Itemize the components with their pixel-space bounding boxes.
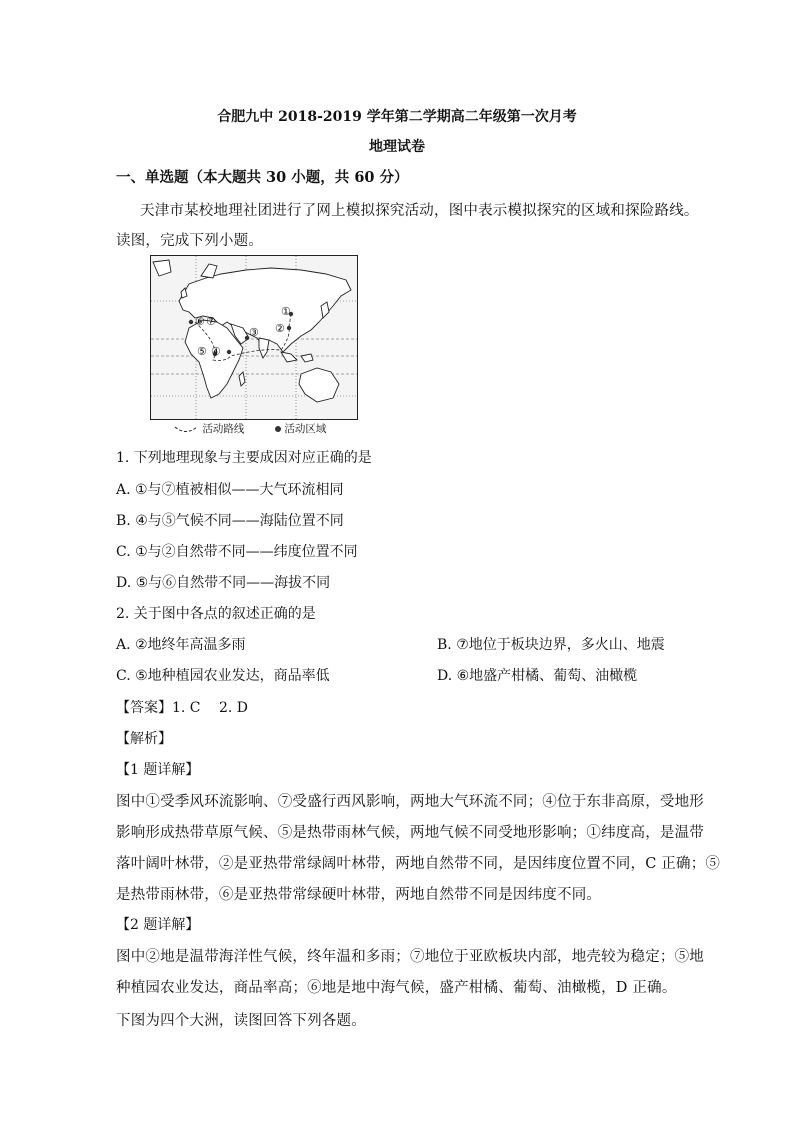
detail1-line-2: 影响形成热带草原气候、⑤是热带雨林气候，两地气候不同受地形影响；①纬度高，是温带 [116, 825, 704, 841]
q2-option-d: D. ⑥地盛产柑橘、葡萄、油橄榄 [437, 668, 638, 684]
q1-option-b: B. ④与⑤气候不同——海陆位置不同 [116, 513, 344, 529]
q2-option-b: B. ⑦地位于板块边界，多火山、地震 [437, 637, 665, 653]
q2-option-c: C. ⑤地种植园农业发达，商品率低 [116, 668, 330, 684]
page-subtitle: 地理试卷 [369, 139, 425, 155]
detail2-heading: 【2 题详解】 [116, 917, 200, 933]
map-marker-2: ② [275, 322, 285, 335]
page-title: 合肥九中 2018-2019 学年第二学期高二年级第一次月考 [217, 109, 577, 125]
q1-option-a: A. ①与⑦植被相似——大气环流相同 [116, 482, 344, 498]
intro-line-2: 读图，完成下列小题。 [116, 233, 263, 249]
map-marker-3: ③ [249, 326, 259, 339]
q1-option-d: D. ⑤与⑥自然带不同——海拔不同 [116, 575, 331, 591]
world-map-figure [150, 255, 358, 420]
activity-area-dot-icon [275, 426, 281, 432]
intro-line-1: 天津市某校地理社团进行了网上模拟探究活动，图中表示模拟探究的区域和探险路线。 [140, 203, 699, 219]
route-line-icon [173, 424, 199, 434]
detail2-line-3: 下图为四个大洲，读图回答下列各题。 [116, 1013, 366, 1029]
q1-stem: 1. 下列地理现象与主要成因对应正确的是 [116, 450, 372, 466]
detail1-heading: 【1 题详解】 [116, 762, 200, 778]
detail1-line-1: 图中①受季风环流影响、⑦受盛行西风影响，两地大气环流不同；④位于东非高原，受地形 [116, 794, 704, 810]
map-marker-5: ⑤ [197, 345, 207, 358]
answer-line: 【答案】1. C 2. D [116, 700, 249, 716]
detail1-line-3: 落叶阔叶林带，②是亚热带常绿阔叶林带，两地自然带不同，是因纬度位置不同，C 正确；⑤ [116, 856, 721, 872]
map-marker-1: ① [281, 305, 291, 318]
q2-stem: 2. 关于图中各点的叙述正确的是 [116, 606, 316, 622]
legend-route-label: 活动路线 [202, 423, 245, 435]
q2-option-a: A. ②地终年高温多雨 [116, 637, 246, 653]
map-marker-7: ⑦ [206, 315, 216, 328]
detail1-line-4: 是热带雨林带，⑥是亚热带常绿硬叶林带，两地自然带不同是因纬度不同。 [116, 887, 602, 903]
legend-area-label: 活动区域 [284, 423, 327, 435]
section-heading: 一、单选题（本大题共 30 小题，共 60 分） [116, 169, 409, 186]
q1-option-c: C. ①与②自然带不同——纬度位置不同 [116, 544, 358, 560]
map-legend [173, 421, 326, 436]
map-marker-4: ④ [211, 345, 221, 358]
analysis-heading: 【解析】 [116, 731, 172, 747]
detail2-line-2: 种植园农业发达，商品率高；⑥地是地中海气候，盛产柑橘、葡萄、油橄榄，D 正确。 [116, 980, 677, 996]
detail2-line-1: 图中②地是温带海洋性气候，终年温和多雨；⑦地位于亚欧板块内部，地壳较为稳定；⑤地 [116, 949, 704, 965]
map-marker-6: ⑥ [195, 315, 205, 328]
